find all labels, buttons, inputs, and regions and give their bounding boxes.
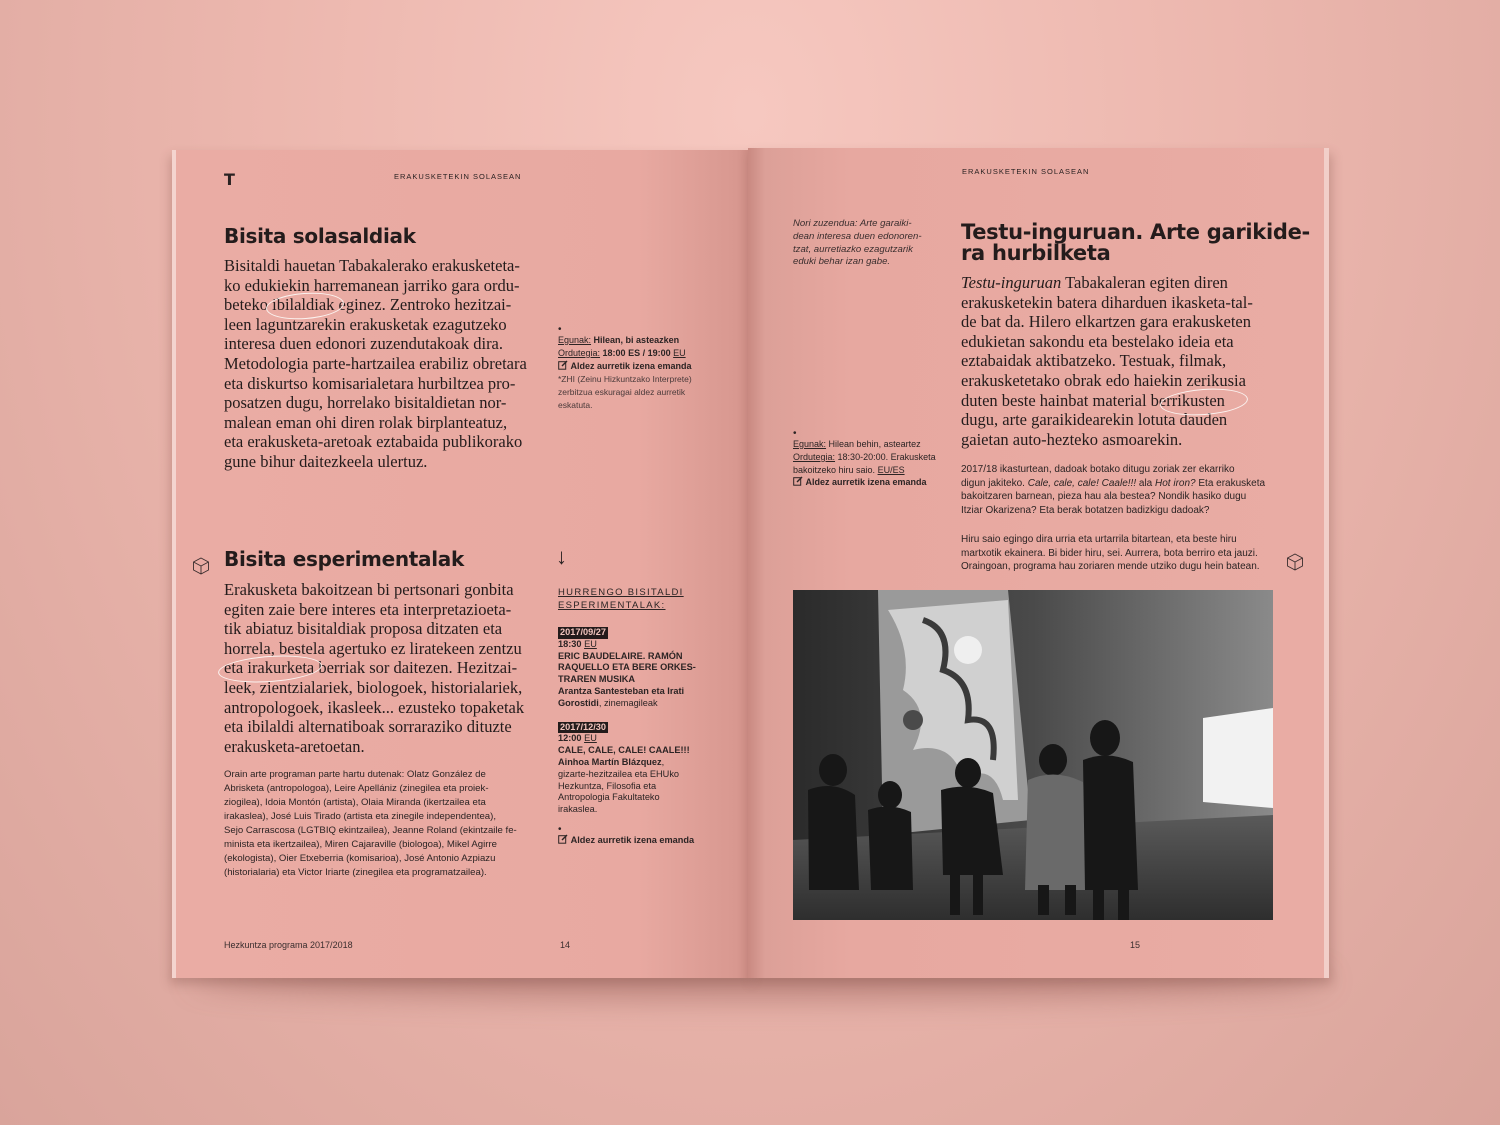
testu-inguruan-body: Testu-inguruan Tabakaleran egiten diren erakusketekin batera diharduen ikasketa-tal- de bat da. Hilero elkartzen gara erakusketen edukietan sakondu eta bestelako ideia eta eztabaidak aktibatzeko. Testuak, filmak, erakusketetako obrak edo haiekin zerikusia duten beste hainbat material berrikusten dugu, arte garaikidearekin lotuta dauden gaietan auto-hezteko asmoarekin. — [961, 273, 1253, 449]
dice-icon — [1286, 553, 1304, 571]
bullet: • — [793, 428, 797, 439]
paragraph-dice: 2017/18 ikasturtean, dadoak botako ditugu zoriak zer ekarriko digun jakiteko. Cale, cale, cale! Caale!!! ala Hot iron? Eta erakusketa bakoitzaren barnean, pieza hau ala bestea? Nondik hasiko dugu Itziar Okarizena? Eta berak botatzen badizkigu dadoak? — [961, 464, 1266, 516]
edit-icon — [793, 476, 803, 486]
exhibition-photo — [793, 590, 1273, 920]
tabakalera-logo: T — [224, 170, 235, 189]
dice-icon — [192, 557, 210, 575]
section1-info: • Egunak: Hilean, bi asteazken Ordutegia: 18:00 ES / 19:00 EU Aldez aurretik izena emanda *ZHI (Zeinu Hizkuntzako Interprete) zerbitzua eskuragai aldez aurretik eskatuta. — [558, 326, 708, 411]
section1-body: Bisitaldi hauetan Tabakalerako erakusketeta- ko edukiekin harremanean jarriko gara ordu- beteko ibilaldiak eginez. Zentroko hezitzai- leen laguntzarekin erakusketak ezagutzeko interesa duen edonori zuzendutakoak dira. Metodologia parte-hartzailea erabiliz obretara eta diskurtso komisarialetara hurbiltzea pro- posatzen dugu, horrelako bisitaldietan nor- malean eman ohi diren rolak birplanteatuz, eta erakusketa-aretoak eztabaida publikorako gune bihur daitezkeela ulertuz. — [224, 256, 527, 471]
page-number-right: 15 — [1130, 940, 1141, 950]
page-number-left: 14 — [560, 940, 571, 950]
edit-icon — [558, 360, 568, 370]
upcoming-title: HURRENGO BISITALDI ESPERIMENTALAK: — [558, 587, 684, 611]
section-title-testu-inguruan: Testu-inguruan. Arte garikide- ra hurbilketa — [961, 220, 1310, 265]
event-item: 2017/12/30 12:00 EU CALE, CALE, CALE! CAALE!!! Ainhoa Martín Blázquez, gizarte-hezitzailea eta EHUko Hezkuntza, Filosofia eta Antropologia Fakultateko irakaslea. — [558, 721, 690, 815]
bullet: • — [558, 324, 562, 335]
section2-body: Erakusketa bakoitzean bi pertsonari gonbita egiten zaie bere interes eta interpretazioeta- tik abiatuz bisitaldiak proposa ditzaten eta horrela, bestela agertuko ez liratekeen zentzu eta irakurketa berriak sor daitezen. Hezitzai- leek, zientzialariek, biologoek, historialariek, antropologoek, ikasleek... ezusteko topaketak eta ibilaldi alternatiboak sorraraziko dituzte erakusketa-aretoetan. — [224, 580, 525, 756]
audience-note: Nori zuzendua: Arte garaiki- dean interesa duen edonoren- tzat, aurretiazko ezagutzarik eduki behar izan gabe. — [793, 218, 922, 268]
running-head-left: ERAKUSKETEKIN SOLASEAN — [394, 172, 522, 181]
edit-icon — [558, 834, 568, 844]
section-title-bisita-esperimentalak: Bisita esperimentalak — [224, 547, 464, 571]
paragraph-sessions: Hiru saio egingo dira urria eta urtarrila bitartean, eta beste hiru martxotik ekainera. Bi bider hiru, sei. Aurrera, bota berriro eta jauzi. Oraingoan, programa hau zoriaren mende utziko dugu hein batean. — [961, 534, 1260, 573]
bullet: • — [558, 823, 562, 835]
down-arrow-icon: ↓ — [556, 544, 567, 569]
running-head-right: ERAKUSKETEKIN SOLASEAN — [962, 167, 1090, 176]
upcoming-events: 2017/09/27 18:30 EU ERIC BAUDELAIRE. RAMÓN RAQUELLO ETA BERE ORKES- TRAREN MUSIKA Arantza Santesteban eta Irati Gorostidi, zinemagileak 2017/12/30 12:00 EU CALE, CALE, CALE! CAALE!!! Ainhoa Martín Blázquez, gizarte-hezitzailea eta EHUko Hezkuntza, Filosofia eta Antropologia Fakultateko irakaslea. • Aldez aurretik izena emanda — [558, 627, 708, 847]
event-item: 2017/09/27 18:30 EU ERIC BAUDELAIRE. RAMÓN RAQUELLO ETA BERE ORKES- TRAREN MUSIKA Arantza Santesteban eta Irati Gorostidi, zinemagileak — [558, 627, 696, 708]
right-info: • Egunak: Hilean behin, asteartez Ordutegia: 18:30-20:00. Erakusketa bakoitzeko hiru saio. EU/ES Aldez aurretik izena emanda — [793, 430, 953, 489]
footer-publication: Hezkuntza programa 2017/2018 — [224, 940, 353, 950]
participants-list: Orain arte programan parte hartu dutenak: Olatz González de Abrisketa (antropologoa), Leire Apellániz (zinegilea eta proiek- ziogilea), Idoia Montón (artista), Olaia Miranda (ikertzailea eta irakaslea), José Luis Tirado (artista eta zinegile independentea), Sejo Carrascosa (LGTBIQ ekintzailea), Jeanne Roland (ekintzaile fe- minista eta ikertzailea), Miren Cajaraville (biologoa), Mikel Agirre (ekologista), Oier Etxeberria (komisarioa), José Antonio Azpiazu (historialaria) eta Victor Iriarte (zinegilea eta programatzailea). — [224, 769, 517, 878]
section-title-bisita-solasaldiak: Bisita solasaldiak — [224, 224, 416, 248]
exhibition-photo-illustration — [793, 590, 1273, 920]
